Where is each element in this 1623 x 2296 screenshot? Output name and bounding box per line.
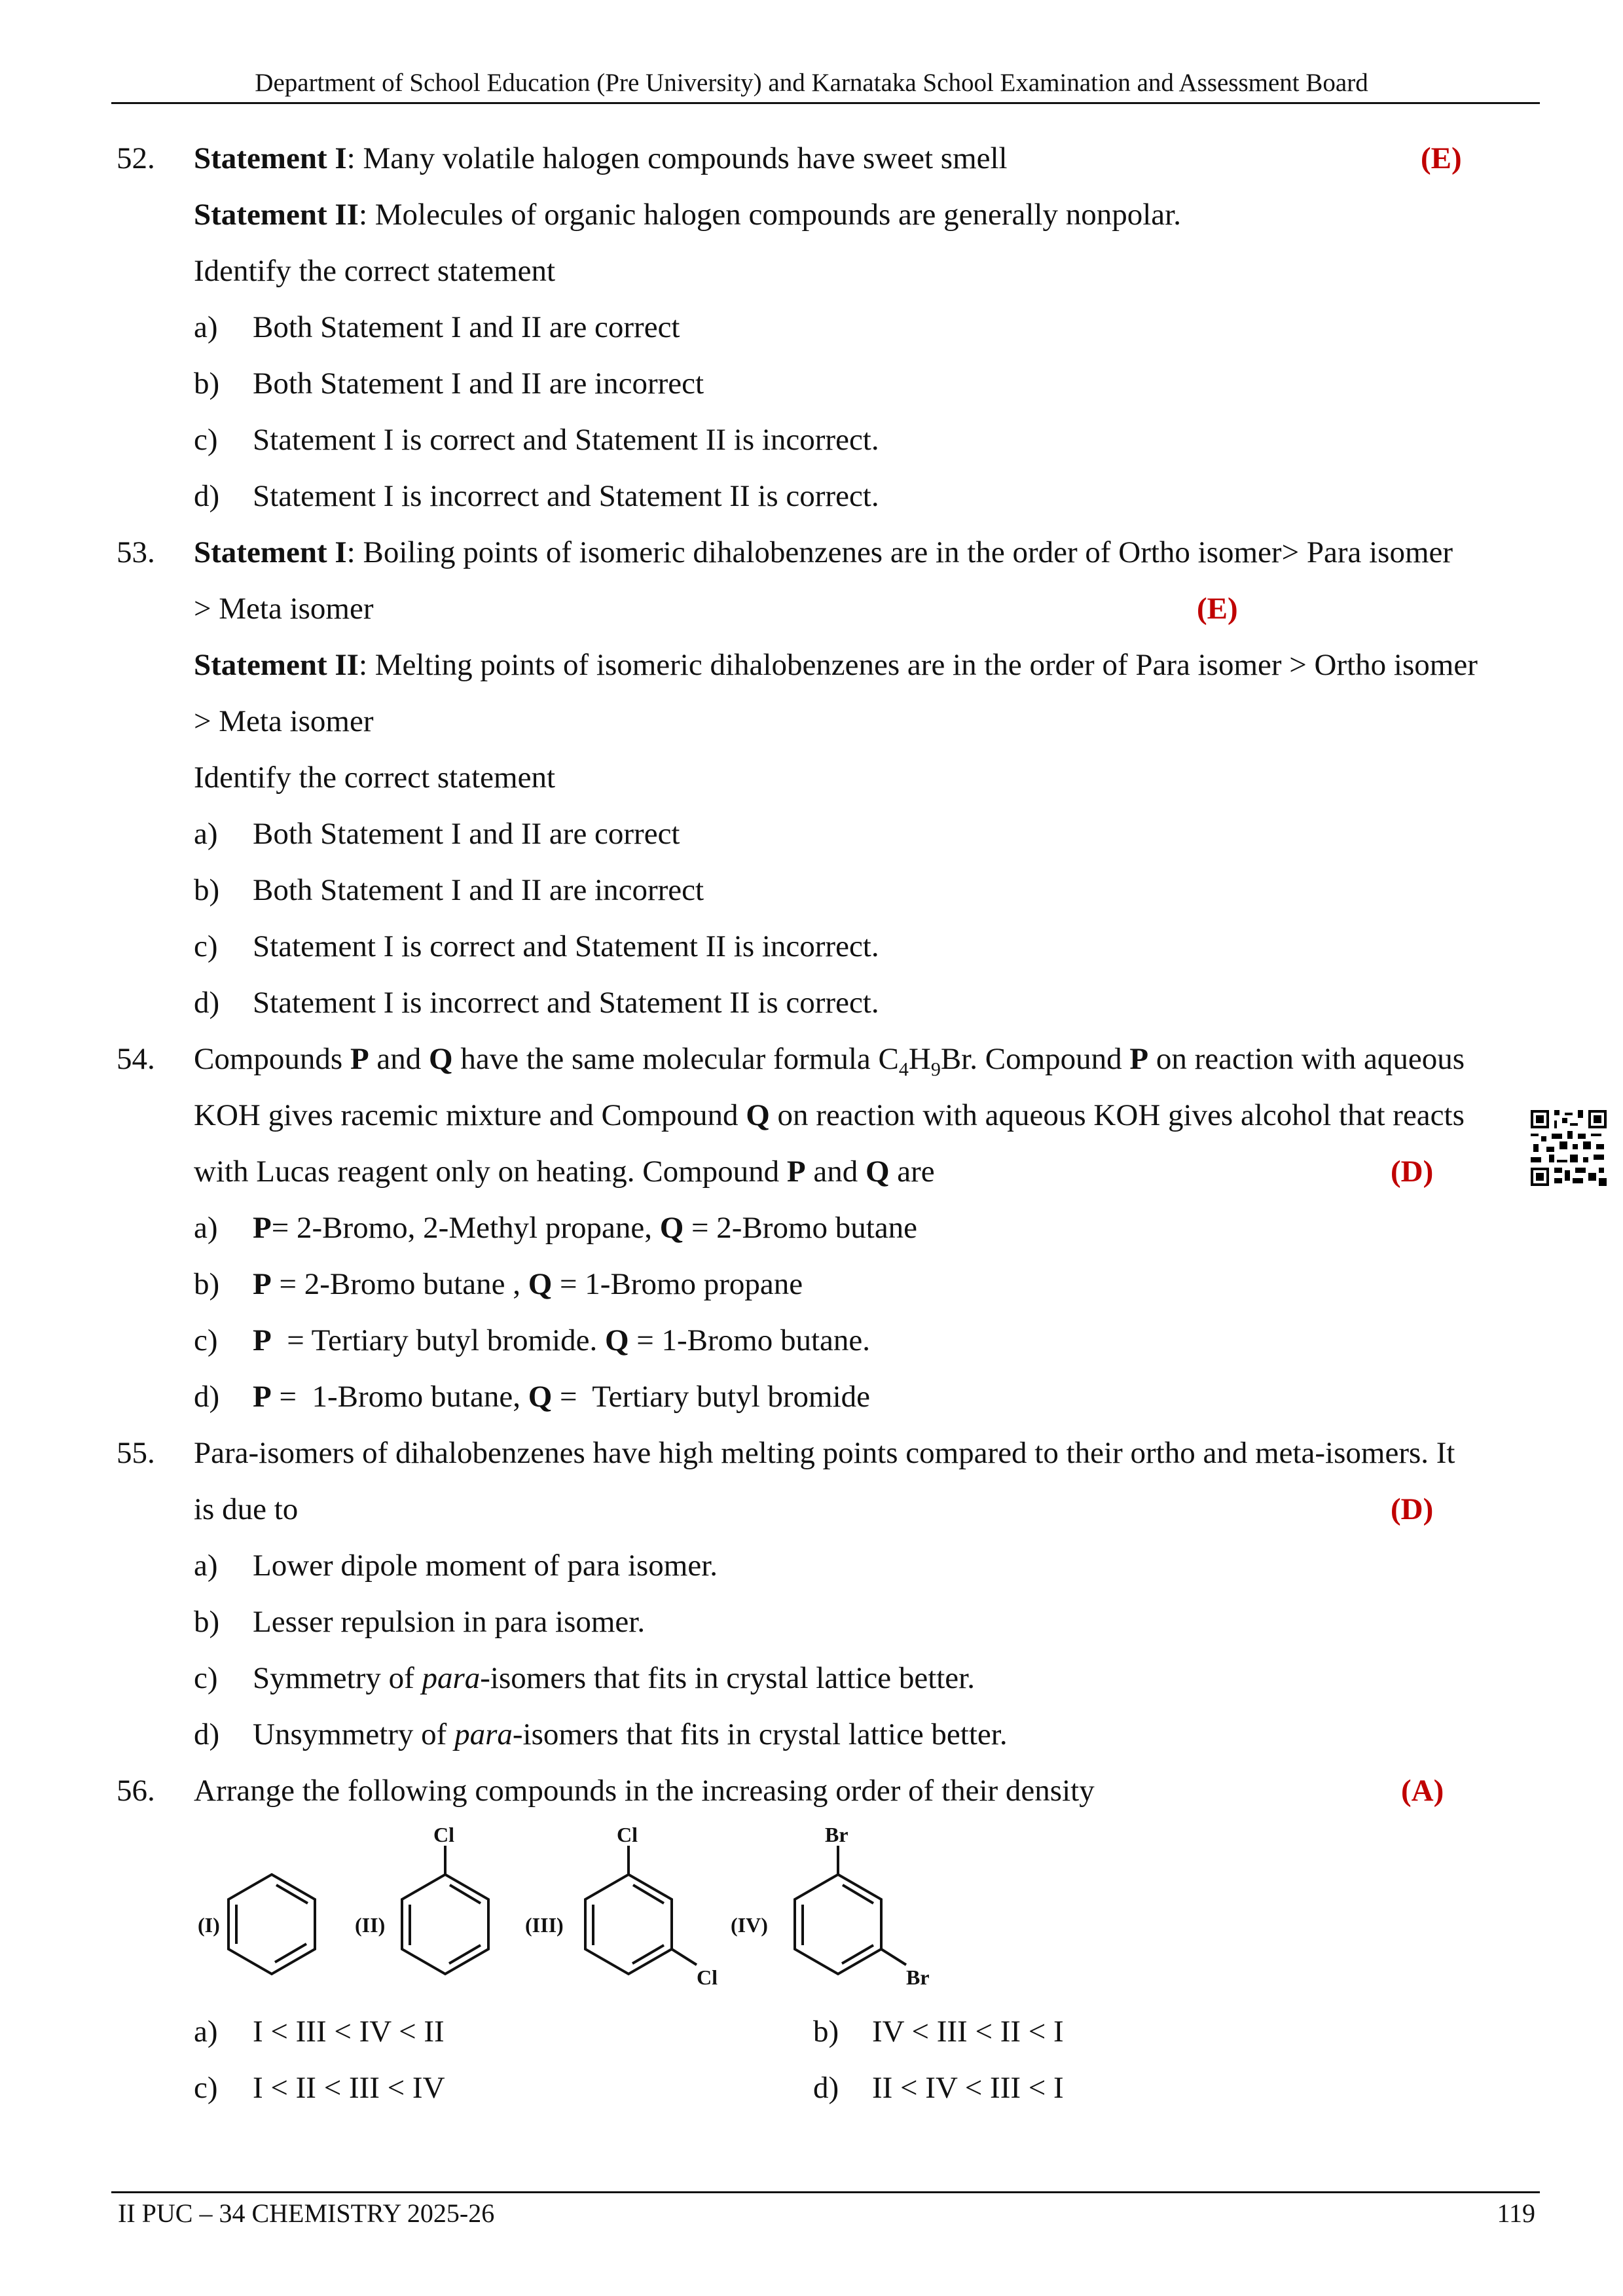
structure-label: (IV) [731,1913,768,1937]
structure-label: (II) [355,1913,386,1937]
question-prompt: Identify the correct statement [194,254,555,288]
option-letter: a) [194,310,218,344]
option-text: P = 2-Bromo butane , Q = 1-Bromo propane [253,1267,803,1301]
benzene-ring [228,1874,315,1974]
question-stem: Compounds P and Q have the same molecular formula $C_4H_9Br$. Compound P on reaction with aqueous [194,1042,1465,1081]
option-text: Both Statement I and II are incorrect [253,873,704,907]
chemical-structures [190,1820,976,2009]
answer-key: (A) [1401,1774,1444,1808]
option-text: I < III < IV < II [253,2015,445,2049]
question-stem: KOH gives racemic mixture and Compound Q on reaction with aqueous KOH gives alcohol that reacts [194,1098,1465,1132]
option-text: Symmetry of para-isomers that fits in crystal lattice better. [253,1661,975,1695]
option-letter: b) [194,1267,220,1301]
option-letter: d) [813,2071,839,2105]
option-text: Unsymmetry of para-isomers that fits in crystal lattice better. [253,1717,1008,1751]
option-letter: c) [194,929,218,963]
question-prompt: Identify the correct statement [194,761,555,795]
option-text: Statement I is correct and Statement II is incorrect. [253,929,879,963]
statement-2-continued: > Meta isomer [194,704,374,738]
option-text: Lower dipole moment of para isomer. [253,1549,718,1583]
option-letter: a) [194,1549,218,1583]
question-stem: Para-isomers of dihalobenzenes have high melting points compared to their ortho and meta-isomers. It [194,1436,1455,1470]
option-letter: b) [813,2015,839,2049]
footer-course: II PUC – 34 CHEMISTRY 2025-26 [118,2198,495,2228]
option-text: Both Statement I and II are correct [253,817,680,851]
option-letter: c) [194,1323,218,1357]
option-letter: d) [194,1717,220,1751]
option-letter: a) [194,1211,218,1245]
answer-key: (D) [1391,1155,1434,1189]
benzene-ring [795,1874,881,1974]
header-rule [111,102,1540,104]
substituent-label: Cl [697,1965,718,1989]
question-number: 52. [117,141,155,175]
statement-2: Statement II: Melting points of isomeric dihalobenzenes are in the order of Para isomer > Ortho isomer [194,648,1478,682]
substituent-label: Cl [433,1823,454,1846]
option-letter: a) [194,2015,218,2049]
question-stem: is due to [194,1492,299,1526]
option-letter: c) [194,1661,218,1695]
benzene-ring [585,1874,672,1974]
answer-key: (E) [1197,592,1238,626]
option-text: I < II < III < IV [253,2071,445,2105]
substituent-label: Cl [617,1823,638,1846]
question-number: 54. [117,1042,155,1076]
option-text: IV < III < II < I [872,2015,1064,2049]
substituent-label: Br [906,1965,930,1989]
option-letter: b) [194,367,220,401]
question-stem: Arrange the following compounds in the increasing order of their density [194,1774,1095,1808]
structure-label: (I) [198,1913,220,1937]
question-number: 55. [117,1436,155,1470]
option-letter: a) [194,817,218,851]
option-text: P = Tertiary butyl bromide. Q = 1-Bromo butane. [253,1323,871,1357]
option-letter: b) [194,1605,220,1639]
option-letter: b) [194,873,220,907]
option-text: P = 1-Bromo butane, Q = Tertiary butyl bromide [253,1380,871,1414]
question-number: 53. [117,535,155,569]
statement-2: Statement II: Molecules of organic halogen compounds are generally nonpolar. [194,198,1181,232]
statement-1: Statement I: Boiling points of isomeric dihalobenzenes are in the order of Ortho isomer> Para isomer [194,535,1453,569]
page-header: Department of School Education (Pre University) and Karnataka School Examination and Assessment Board [255,69,1368,97]
option-text: Statement I is incorrect and Statement II is correct. [253,479,879,513]
qr-code-icon[interactable] [1531,1110,1607,1186]
option-text: II < IV < III < I [872,2071,1064,2105]
benzene-ring [402,1874,488,1974]
option-text: Both Statement I and II are incorrect [253,367,704,401]
option-letter: c) [194,423,218,457]
structure-label: (III) [525,1913,564,1937]
option-text: Statement I is incorrect and Statement II is correct. [253,986,879,1020]
answer-key: (E) [1421,141,1462,175]
answer-key: (D) [1391,1492,1434,1526]
question-number: 56. [117,1774,155,1808]
statement-1: Statement I: Many volatile halogen compounds have sweet smell [194,141,1008,175]
option-text: Both Statement I and II are correct [253,310,680,344]
option-letter: d) [194,986,220,1020]
statement-1-continued: > Meta isomer [194,592,374,626]
option-letter: c) [194,2071,218,2105]
page-number: 119 [1497,2198,1535,2228]
question-stem: with Lucas reagent only on heating. Compound P and Q are [194,1155,935,1189]
substituent-label: Br [825,1823,848,1846]
footer-rule [111,2191,1540,2193]
option-letter: d) [194,479,220,513]
option-letter: d) [194,1380,220,1414]
option-text: Lesser repulsion in para isomer. [253,1605,646,1639]
option-text: P= 2-Bromo, 2-Methyl propane, Q = 2-Bromo butane [253,1211,918,1245]
option-text: Statement I is correct and Statement II is incorrect. [253,423,879,457]
